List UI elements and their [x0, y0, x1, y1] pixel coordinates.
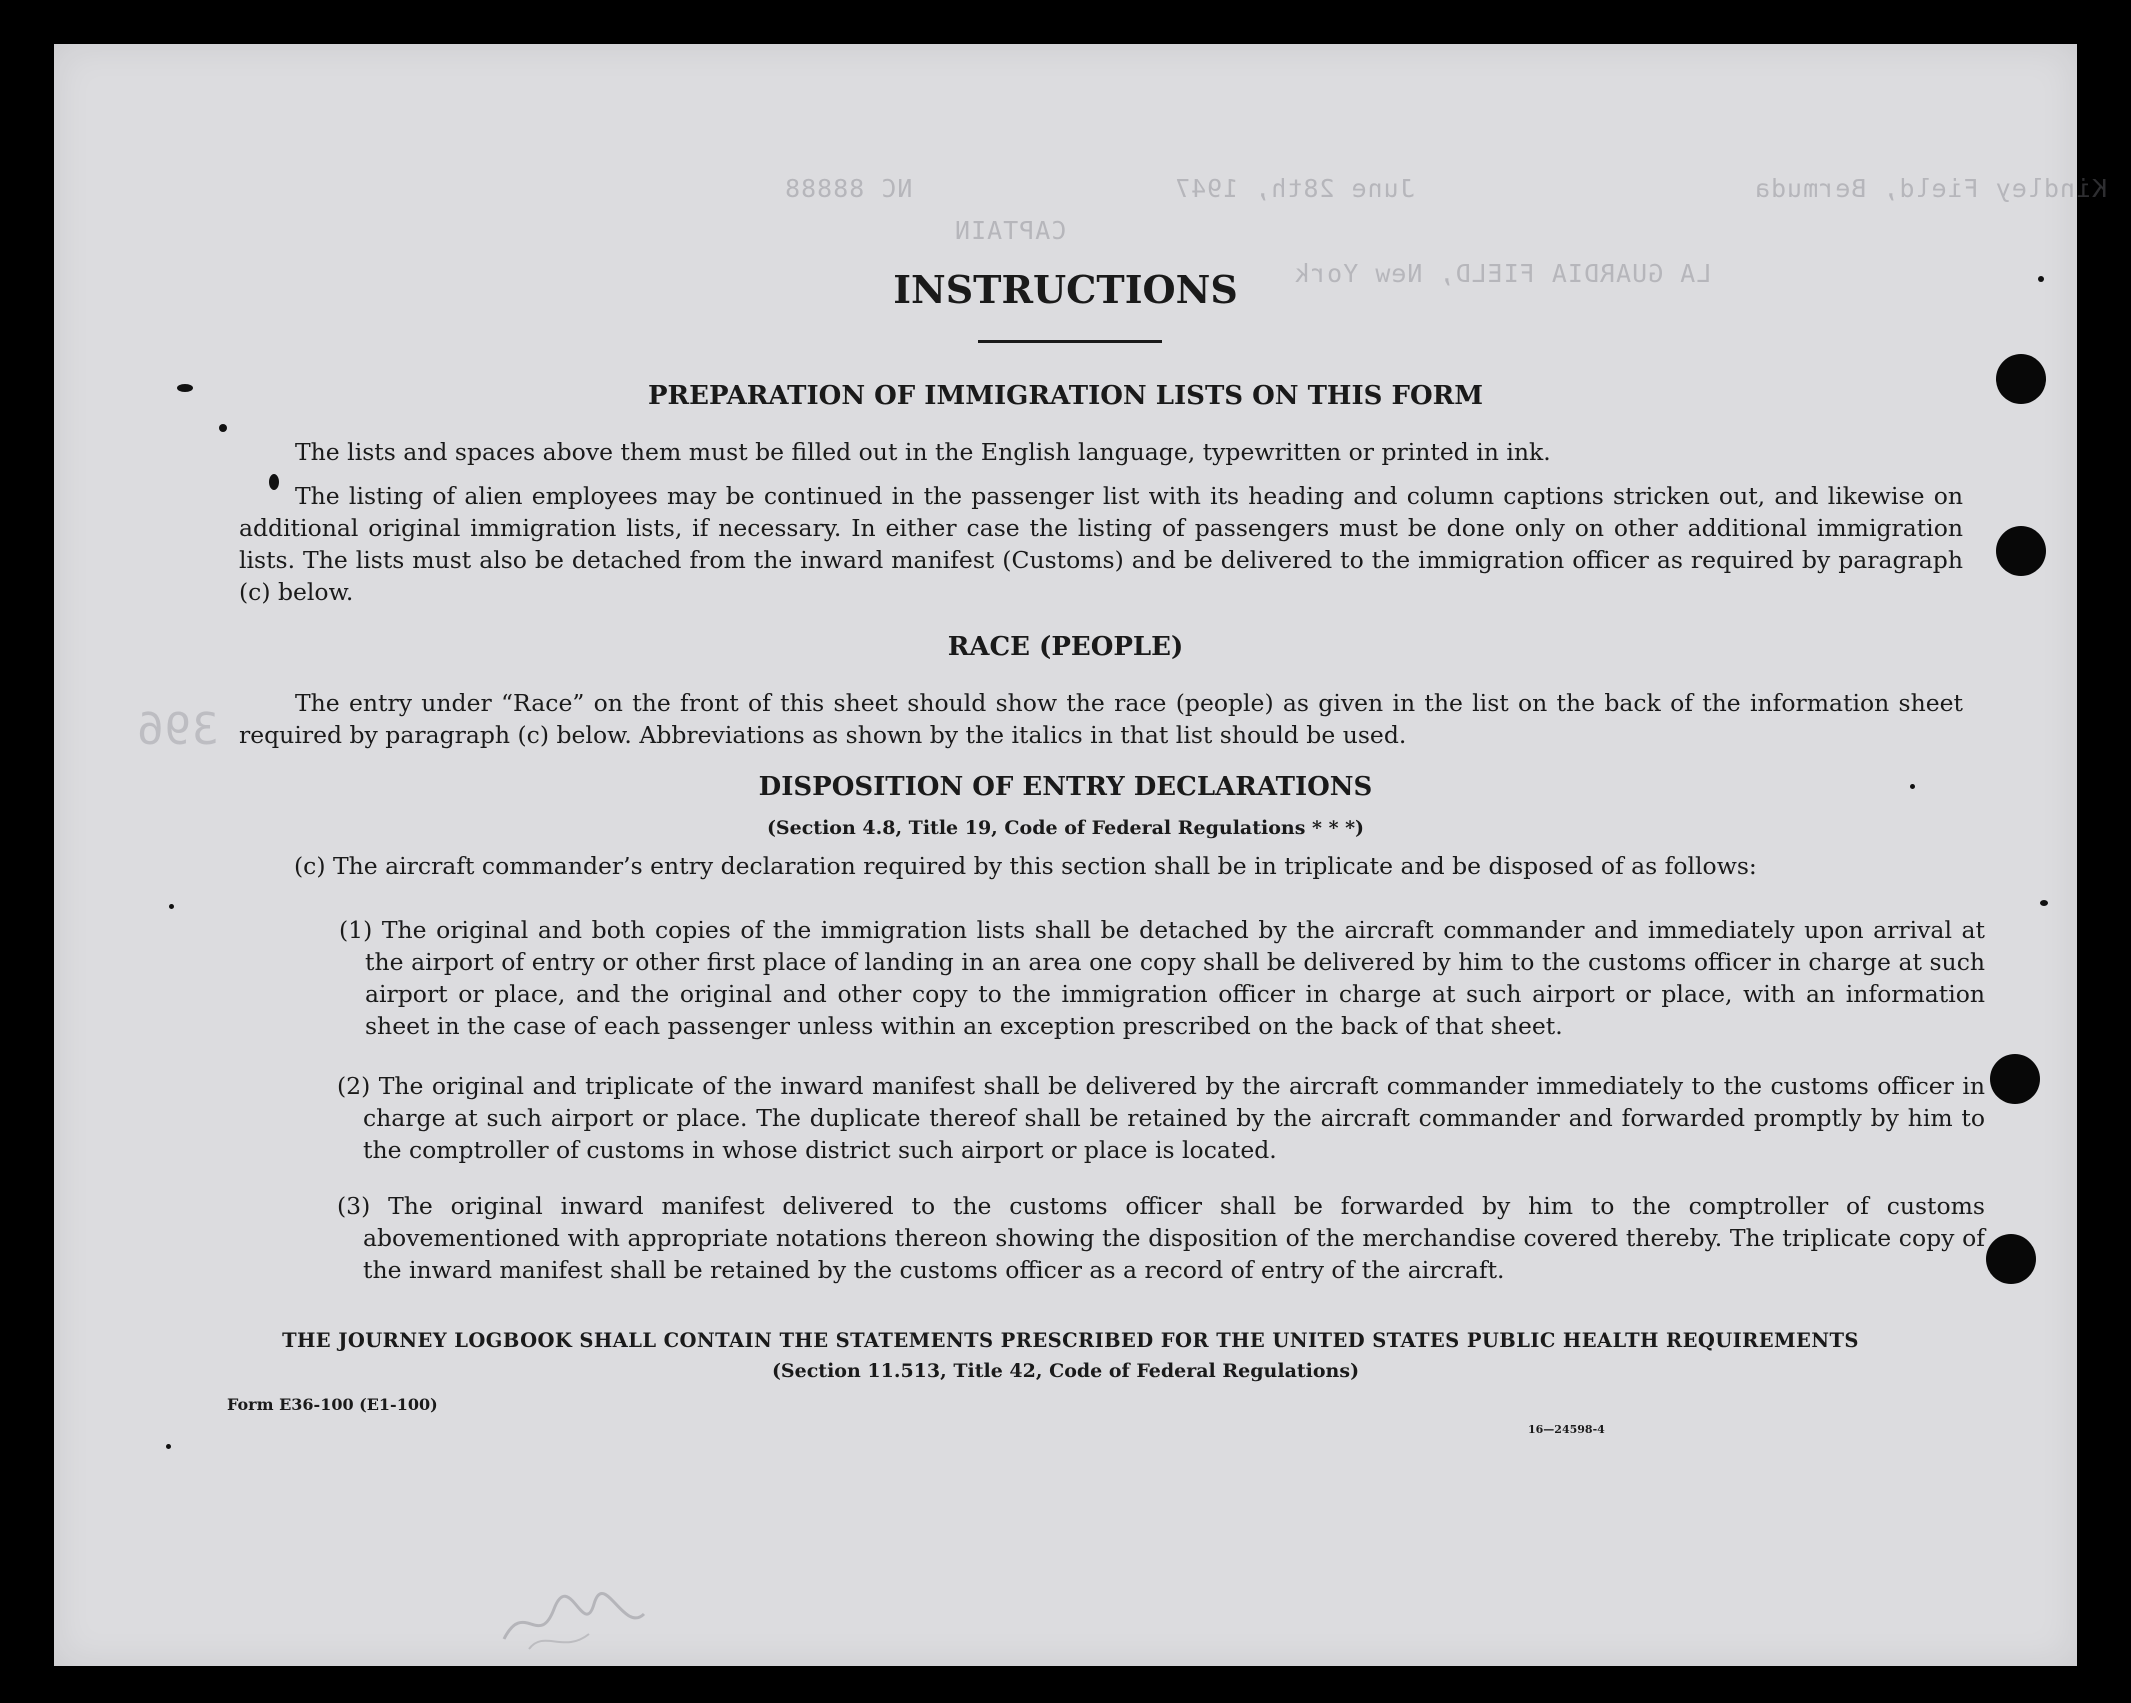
- logbook-statement: THE JOURNEY LOGBOOK SHALL CONTAIN THE STATEMENTS PRESCRIBED FOR THE UNITED STATES PUBLIC HEALTH REQUIREMENTS: [282, 1329, 1859, 1352]
- list-item-disposition-3: (3) The original inward manifest delivered to the customs officer shall be forwarded by him to the comptroller of customs abovementioned with appropriate notations thereon showing the disposition of the merchandise covered thereby. The triplicate copy of the inward manifest shall be retained by the customs officer as a record of entry of the aircraft.: [337, 1192, 1985, 1284]
- instructions-content: [54, 44, 2077, 1666]
- paragraph-preparation-2: The listing of alien employees may be continued in the passenger list with its heading and column captions stricken out, and likewise on additional original immigration lists, if necessary. In either case the listing of passengers must be done only on other additional immigration lists. The lists must also be detached from the inward manifest (Customs) and be delivered to the immigration officer as required by paragraph (c) below.: [239, 482, 1963, 606]
- document-sheet: [54, 44, 2108, 1666]
- bleed-through-captain: CAPTAIN: [954, 216, 1067, 245]
- bleed-through-registration: NC 88888: [784, 174, 913, 203]
- page-title: INSTRUCTIONS: [893, 267, 1238, 312]
- heading-race: RACE (PEOPLE): [947, 632, 1184, 662]
- paragraph-preparation-1: The lists and spaces above them must be filled out in the English language, typewritten or printed in ink.: [295, 438, 1551, 466]
- bleed-through-location: Kindley Field, Bermuda: [1754, 174, 2108, 203]
- form-number: Form E36-100 (E1-100): [227, 1395, 438, 1414]
- paragraph-disposition-intro: (c) The aircraft commander’s entry declaration required by this section shall be in triplicate and be disposed of as follows:: [294, 852, 1757, 880]
- list-item-disposition-2: (2) The original and triplicate of the inward manifest shall be delivered by the aircraft commander immediately to the customs officer in charge at such airport or place. The duplicate thereof shall be retained by the aircraft commander and forwarded promptly by him to the comptroller of customs in whose district such airport or place is located.: [337, 1072, 1985, 1164]
- bleed-through-date: June 28th, 1947: [1174, 174, 1415, 203]
- paragraph-race: The entry under “Race” on the front of this sheet should show the race (people) as given in the list on the back of the information sheet required by paragraph (c) below. Abbreviations as shown by the italics in that list should be used.: [239, 689, 1963, 749]
- faint-signature-mark: [494, 1579, 654, 1659]
- print-code: 16—24598-4: [1528, 1423, 1605, 1436]
- title-underline: [978, 340, 1162, 343]
- logbook-citation: (Section 11.513, Title 42, Code of Federal Regulations): [771, 1360, 1360, 1382]
- citation-disposition: (Section 4.8, Title 19, Code of Federal Regulations * * *): [766, 817, 1365, 839]
- heading-preparation: PREPARATION OF IMMIGRATION LISTS ON THIS FORM: [648, 381, 1483, 411]
- heading-disposition: DISPOSITION OF ENTRY DECLARATIONS: [758, 772, 1373, 802]
- bleed-through-destination: LA GUARDIA FIELD, New York: [1294, 259, 1712, 288]
- bleed-through-number: 396: [136, 704, 219, 755]
- list-item-disposition-1: (1) The original and both copies of the immigration lists shall be detached by the aircraft commander and immediately upon arrival at the airport of entry or other first place of landing in an area one copy shall be delivered by him to the customs officer in charge at such airport or place, and the original and other copy to the immigration officer in charge at such airport or place, with an information sheet in the case of each passenger unless within an exception prescribed on the back of that sheet.: [339, 916, 1985, 1040]
